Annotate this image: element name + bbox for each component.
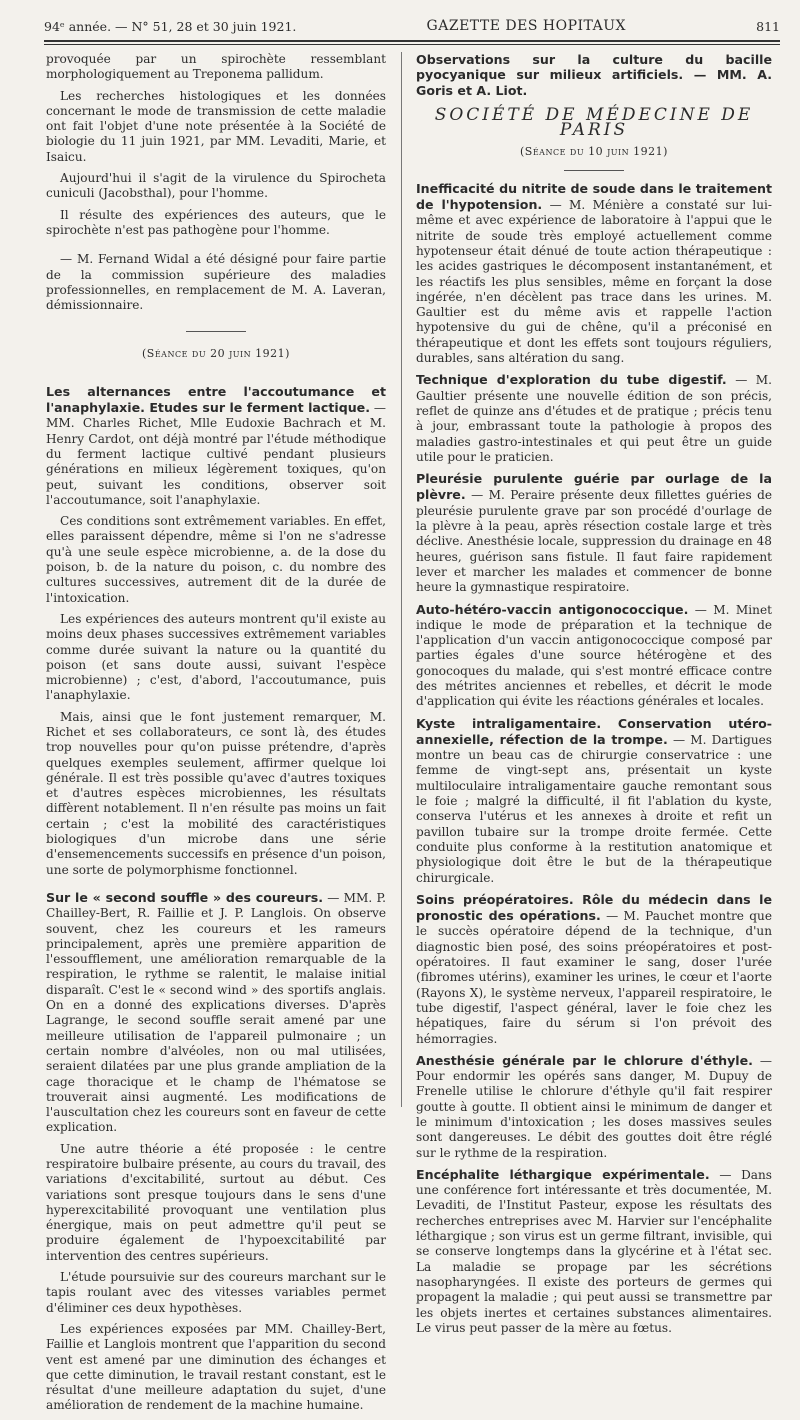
article-second-souffle	[46, 890, 386, 1136]
paragraph: Les expériences exposées par MM. Chailley-Bert, Faillie et Langlois montrent que l'apparition du second vent est amené par une diminution des échanges et que cette diminution, le travail restant constant, est le résultat d'une meilleure adaptation du sujet, d'une amélioration de rendement de la machine humaine.	[46, 1321, 386, 1413]
paragraph: Une autre théorie a été proposée : le centre respiratoire bulbaire présente, au cours du travail, des variations d'excitabilité, surtout au début. Ces variations sont presque toujours dans le sens d'une hyperexcitabilité provoquant une ventilation plus énergique, mais on peut admettre qu'il peut se produire également de l'hypoexcitabilité par intervention des centres supérieurs.	[46, 1141, 386, 1263]
article-title: Pleurésie purulente guérie par ourlage de la plèvre.	[416, 471, 772, 503]
article-nitrite	[416, 181, 772, 367]
article-alternances	[46, 384, 386, 508]
article-title: Encéphalite léthargique expérimentale.	[416, 1166, 710, 1182]
column-divider	[401, 52, 402, 1107]
article-technique	[416, 372, 772, 465]
paragraph: provoquée par un spirochète ressemblant morphologiquement au Treponema pallidum.	[46, 52, 386, 82]
article-title: Inefficacité du nitrite de soude dans le traitement de l'hypotension.	[416, 180, 772, 213]
article-body: — M. Peraire présente deux fillettes guéries de pleurésie purulente grave par son procédé d'ourlage de la plèvre à la peau, après résection costale large et très déclive. Anesthésie locale, suppression du drainage en 48 heures, guérison sans fistule. Il faut faire rapidement lever et marcher les malades et commencer de bonne heure la gymnastique respiratoire.	[416, 488, 772, 595]
article-anesthesie	[416, 1053, 772, 1161]
session-date: (Séance du 10 juin 1921)	[520, 145, 668, 159]
divider	[186, 331, 246, 332]
article-body: — M. Gaultier présente une nouvelle édition de son précis, reflet de quinze ans d'études et de pratique ; précis tenu à jour, embrassant toute la pathologie à propos des maladies gastro-intestinales et qui peut être un guide utile pour le praticien.	[416, 373, 772, 464]
paragraph: Aujourd'hui il s'agit de la virulence du Spirocheta cuniculi (Jacobsthal), pour l'homme.	[46, 171, 386, 201]
paragraph: Mais, ainsi que le font justement remarquer, M. Richet et ses collaborateurs, ce sont là, des études trop nouvelles pour qu'on puisse prétendre, d'après quelques exemples seulement, affirmer quelque loi générale. Il est très possible qu'avec d'autres toxiques et d'autres espèces microbiennes, les résultats diffèrent notablement. Il n'en résulte pas moins un fait certain ; c'est la mobilité des caractéristiques biologiques d'un microbe dans une série d'ensemencements successifs en présence d'un poison, une sorte de polymorphisme fonctionnel.	[46, 709, 386, 877]
section-heading: SOCIÉTÉ DE MÉDECINE DE PARIS	[434, 104, 754, 141]
paragraph: — M. Fernand Widal a été désigné pour faire partie de la commission supérieure des maladies professionnelles, en remplacement de M. A. Laveran, démissionnaire.	[46, 252, 386, 313]
paragraph: Ces conditions sont extrêmement variables. En effet, elles paraissent dépendre, même si l'on ne s'adresse qu'à une seule espèce microbienne, a. de la dose du poison, b. de la nature du poison, c. du nombre des cultures successives, autrement dit de la durée de l'intoxication.	[46, 514, 386, 605]
article-encephalite	[416, 1167, 772, 1336]
article-title: Technique d'exploration du tube digestif.	[416, 372, 727, 388]
paragraph: Les recherches histologiques et les données concernant le mode de transmission de cette maladie ont fait l'objet d'une note présentée à la Société de biologie du 11 juin 1921, par MM. Levaditi, Marie, et Isaicu.	[46, 88, 386, 164]
article-pleuresie	[416, 471, 772, 595]
article-body: — MM. Charles Richet, Mlle Eudoxie Bachrach et M. Henry Cardot, ont déjà montré par l'étude méthodique du ferment lactique cultivé pendant plusieurs générations en milieux légèrement toxiques, qu'on peut, suivant les conditions, observer soit l'accoutumance, soit l'anaphylaxie.	[46, 401, 386, 507]
article-body: — Dans une conférence fort intéressante et très documentée, M. Levaditi, de l'Institut Pasteur, expose les résultats des recherches entreprises avec M. Harvier sur l'encéphalite léthargique ; son virus est un germe filtrant, invisible, qui se conserve longtemps dans la glycérine et à l'état sec. La maladie se propage par les sécrétions nasopharyngées. Il existe des porteurs de germes qui propagent la maladie ; qui peut aussi se transmettre par les objets inertes et certaines substances alimentaires. Le virus peut passer de la mère au fœtus.	[416, 1167, 772, 1335]
article-title: Les alternances entre l'accoutumance et l'anaphylaxie. Etudes sur le ferment lactique.	[46, 383, 386, 416]
article-title: Auto-hétéro-vaccin antigonococcique.	[416, 601, 689, 617]
issue-info: 94ᵉ année. — N° 51, 28 et 30 juin 1921.	[44, 18, 297, 34]
article-body: — M. Ménière a constaté sur lui-même et avec expérience de laboratoire à l'appui que le nitrite de soude très employé actuellement comme hypotenseur était dénué de toute action thérapeutique : les acides gastriques le décomposent instantanément, et les réactifs les plus sensibles, même en forçant la dose ingérée, n'en décèlent pas trace dans les urines. M. Gaultier est du même avis et rappelle l'action hypotensive du gui de chêne, qu'il a préconisé en thérapeutique et dont les effets sont toujours réguliers, durables, sans altération du sang.	[416, 198, 772, 366]
left-column	[46, 52, 386, 1420]
article-title: Observations sur la culture du bacille pyocyanique sur milieux artificiels. — MM. A. Goris et A. Liot.	[416, 52, 772, 98]
header-rule-thin	[44, 44, 780, 45]
journal-title: GAZETTE DES HOPITAUX	[426, 18, 626, 34]
article-title: Kyste intraligamentaire. Conservation utéro-annexielle, réfection de la trompe.	[416, 715, 772, 747]
article-vaccin	[416, 602, 772, 710]
session-date: (Séance du 20 juin 1921)	[142, 347, 290, 361]
article-body: — MM. P. Chailley-Bert, R. Faillie et J. P. Langlois. On observe souvent, chez les coureurs et les rameurs principalement, après une première apparition de l'essoufflement, une amélioration remarquable de la respiration, le rythme se ralentit, le malaise initial disparaît. C'est le « second wind » des sportifs anglais. On en a donné des explications diverses. D'après Lagrange, le second souffle serait amené par une meilleure utilisation de l'appareil pulmonaire ; un certain nombre d'alvéoles, non ou mal utilisées, seraient dilatées par une plus grande ampliation de la cage thoracique et le champ de l'hématose se trouverait ainsi augmenté. Les modifications de l'auscultation chez les coureurs sont en faveur de cette explication.	[46, 890, 386, 1135]
paragraph: L'étude poursuivie sur des coureurs marchant sur le tapis roulant avec des vitesses variables permet d'éliminer ces deux hypothèses.	[46, 1270, 386, 1315]
article-body: — M. Minet indique le mode de préparation et la technique de l'application d'un vaccin antigonococcique composé par parties égales d'une source hétérogène et des gonocoques du malade, qui s'est montré efficace contre des métrites anciennes et rebelles, et décrit le mode d'application qui évite les réactions générales et locales.	[416, 602, 772, 709]
divider	[564, 170, 624, 171]
article-body: — Pour endormir les opérés sans danger, M. Dupuy de Frenelle utilise le chlorure d'éthyle qu'il fait respirer goutte à goutte. Il obtient ainsi le minimum de danger et le minimum d'intoxication ; les doses massives seules sont dangereuses. Le débit des gouttes doit être réglé sur le rythme de la respiration.	[416, 1053, 772, 1160]
paragraph: Il résulte des expériences des auteurs, que le spirochète n'est pas pathogène pour l'homme.	[46, 207, 386, 237]
article-title: Sur le « second souffle » des coureurs.	[46, 889, 324, 905]
article-kyste	[416, 716, 772, 886]
article-body: — M. Dartigues montre un beau cas de chirurgie conservatrice : une femme de vingt-sept ans, présentait un kyste multiloculaire intraligamentaire gauche remontant sous le foie ; malgré la difficulté, il fit l'ablation du kyste, conserva l'utérus et les annexes à droite et refit un pavillon tubaire sur la trompe droite fermée. Cette conduite plus conforme à la restitution anatomique et physiologique doit être le but de la thérapeutique chirurgicale.	[416, 732, 772, 885]
article-soins	[416, 892, 772, 1047]
page-number: 811	[756, 18, 780, 34]
paragraph: Les expériences des auteurs montrent qu'il existe au moins deux phases successives extrêmement variables comme durée suivant la nature ou la quantité du poison (et sans doute aussi, suivant l'espèce microbienne) ; c'est, d'abord, l'accoutumance, puis l'anaphylaxie.	[46, 611, 386, 703]
header-rule	[44, 40, 780, 42]
article-body: — M. Pauchet montre que le succès opératoire dépend de la technique, d'un diagnostic bien posé, des soins préopératoires et post-opératoires. Il faut examiner le sang, doser l'urée (fibromes utérins), examiner les urines, le cœur et l'aorte (Rayons X), le système nerveux, l'appareil respiratoire, le tube digestif, l'aspect général, laver le foie chez les hépatiques, faire du sérum si l'on prévoit des hémorragies.	[416, 909, 772, 1046]
article-title: Anesthésie générale par le chlorure d'éthyle.	[416, 1052, 753, 1068]
right-column	[416, 52, 772, 1342]
page-header	[44, 14, 780, 38]
article-title: Soins préopératoires. Rôle du médecin dans le pronostic des opérations.	[416, 891, 772, 924]
